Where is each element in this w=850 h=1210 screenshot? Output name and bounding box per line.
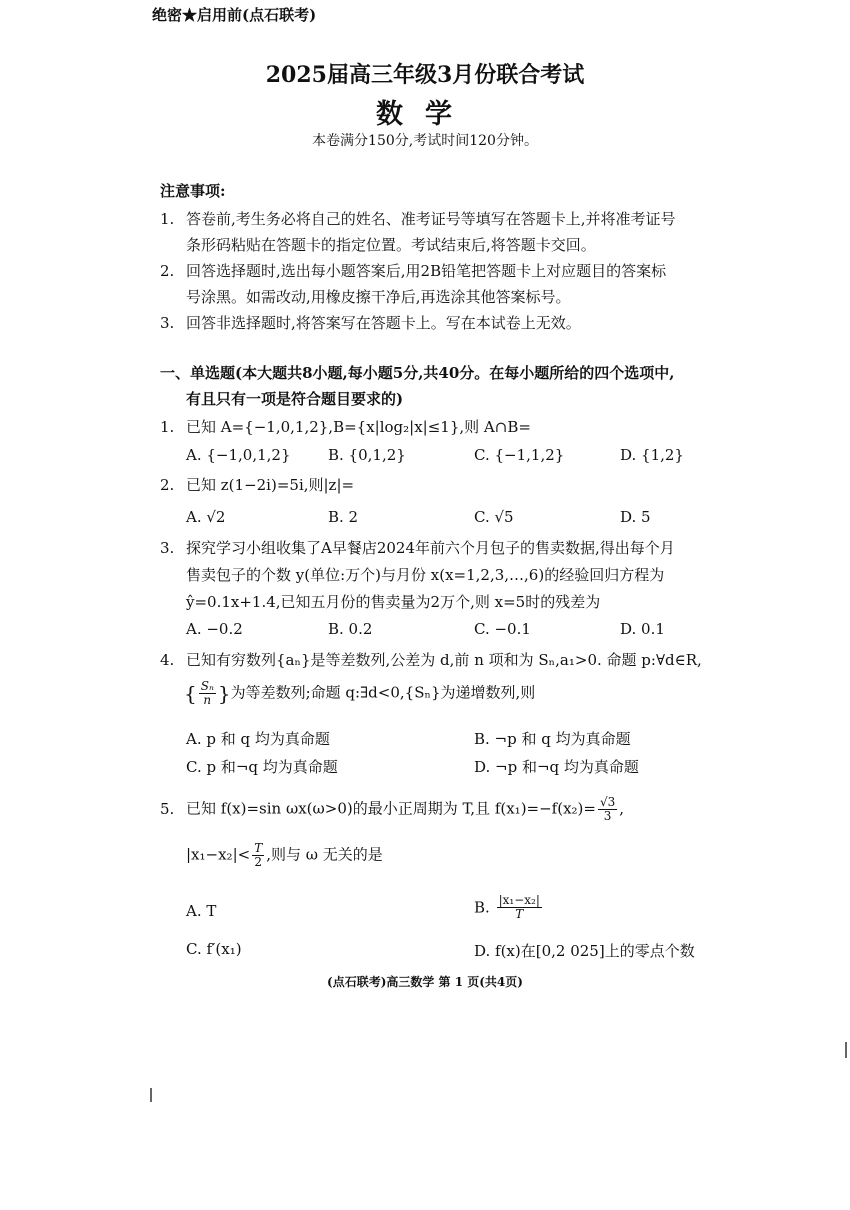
q5-option-b: B. $\frac{\text{|x₁−x₂|}}{T}$	[474, 893, 540, 921]
question-3-stem-cont-2: ŷ=0.1x+1.4,已知五月份的售卖量为2万个,则 x=5时的残差为	[186, 593, 601, 611]
question-1-stem: 1. 已知 A={−1,0,1,2},B={x|log₂|x|≤1},则 A∩B=	[160, 418, 531, 436]
q4-option-a: A. p 和 q 均为真命题	[186, 730, 330, 748]
q1-option-c: C. {−1,1,2}	[474, 446, 565, 464]
q4-fraction: $\frac{\text{Sₙ}}{n}$	[200, 679, 214, 707]
secret-mark: 绝密★启用前(点石联考)	[152, 6, 317, 24]
q3-option-c: C. −0.1	[474, 620, 531, 638]
q1-option-b: B. {0,1,2}	[328, 446, 406, 464]
q2-option-c: C. √5	[474, 508, 514, 526]
note-item-2-cont: 号涂黑。如需改动,用橡皮擦干净后,再选涂其他答案标号。	[186, 288, 571, 306]
q2-option-d: D. 5	[620, 508, 651, 526]
exam-title: 2025届高三年级3月份联合考试	[265, 62, 585, 88]
q2-option-b: B. 2	[328, 508, 359, 526]
q5-fraction-t2: $\frac{T}{2}$	[254, 841, 263, 869]
q3-option-d: D. 0.1	[620, 620, 665, 638]
q1-option-a: A. {−1,0,1,2}	[186, 446, 291, 464]
notes-heading: 注意事项:	[160, 182, 226, 200]
q2-option-a: A. √2	[186, 508, 226, 526]
q4-option-c: C. p 和¬q 均为真命题	[186, 758, 338, 776]
note-item-3: 3. 回答非选择题时,将答案写在答题卡上。写在本试卷上无效。	[160, 314, 581, 332]
subject-title: 数学	[376, 99, 474, 130]
q3-option-b: B. 0.2	[328, 620, 373, 638]
q1-option-d: D. {1,2}	[620, 446, 684, 464]
note-item-2: 2. 回答选择题时,选出每小题答案后,用2B铅笔把答题卡上对应题目的答案标	[160, 262, 667, 280]
exam-info: 本卷满分150分,考试时间120分钟。	[312, 133, 538, 149]
question-5-stem: 5. 已知 f(x)=sin ωx(ω>0)的最小正周期为 T,且 f(x₁)=−f(x₂)= $\frac{√3}{3}$ ,	[160, 795, 625, 823]
scan-mark	[150, 1088, 152, 1102]
question-3-stem: 3. 探究学习小组收集了A早餐店2024年前六个月包子的售卖数据,得出每个月	[160, 539, 675, 557]
section-heading-cont: 有且只有一项是符合题目要求的)	[186, 390, 404, 408]
q4-option-b: B. ¬p 和 q 均为真命题	[474, 730, 631, 748]
question-4-stem: 4. 已知有穷数列{aₙ}是等差数列,公差为 d,前 n 项和为 Sₙ,a₁>0. 命题 p:∀d∈R,	[160, 651, 702, 669]
scan-mark	[845, 1042, 847, 1058]
q3-option-a: A. −0.2	[186, 620, 243, 638]
question-4-stem-cont: { $\frac{\text{Sₙ}}{n}$ }为等差数列;命题 q:∃d<0,{Sₙ}为递增数列,则	[184, 679, 536, 707]
note-item-1-cont: 条形码粘贴在答题卡的指定位置。考试结束后,将答题卡交回。	[186, 236, 596, 254]
q5-option-c: C. f′(x₁)	[186, 940, 242, 958]
q4-option-d: D. ¬p 和¬q 均为真命题	[474, 758, 639, 776]
section-heading: 一、单选题(本大题共8小题,每小题5分,共40分。在每小题所给的四个选项中,	[160, 364, 675, 382]
note-item-1: 1. 答卷前,考生务必将自己的姓名、准考证号等填写在答题卡上,并将准考证号	[160, 210, 676, 228]
question-5-stem-cont: |x₁−x₂|< $\frac{T}{2}$ ,则与 ω 无关的是	[186, 841, 383, 869]
question-3-stem-cont-1: 售卖包子的个数 y(单位:万个)与月份 x(x=1,2,3,…,6)的经验回归方程为	[186, 566, 665, 584]
q5-option-b-fraction: $\frac{\text{|x₁−x₂|}}{T}$	[498, 893, 540, 921]
page-footer: (点石联考)高三数学 第 1 页(共4页)	[327, 975, 523, 989]
q5-fraction-sqrt3: $\frac{√3}{3}$	[599, 795, 616, 823]
question-2-stem: 2. 已知 z(1−2i)=5i,则|z|=	[160, 476, 355, 494]
q5-option-a: A. T	[186, 902, 217, 920]
q5-option-d: D. f(x)在[0,2 025]上的零点个数	[474, 942, 695, 960]
